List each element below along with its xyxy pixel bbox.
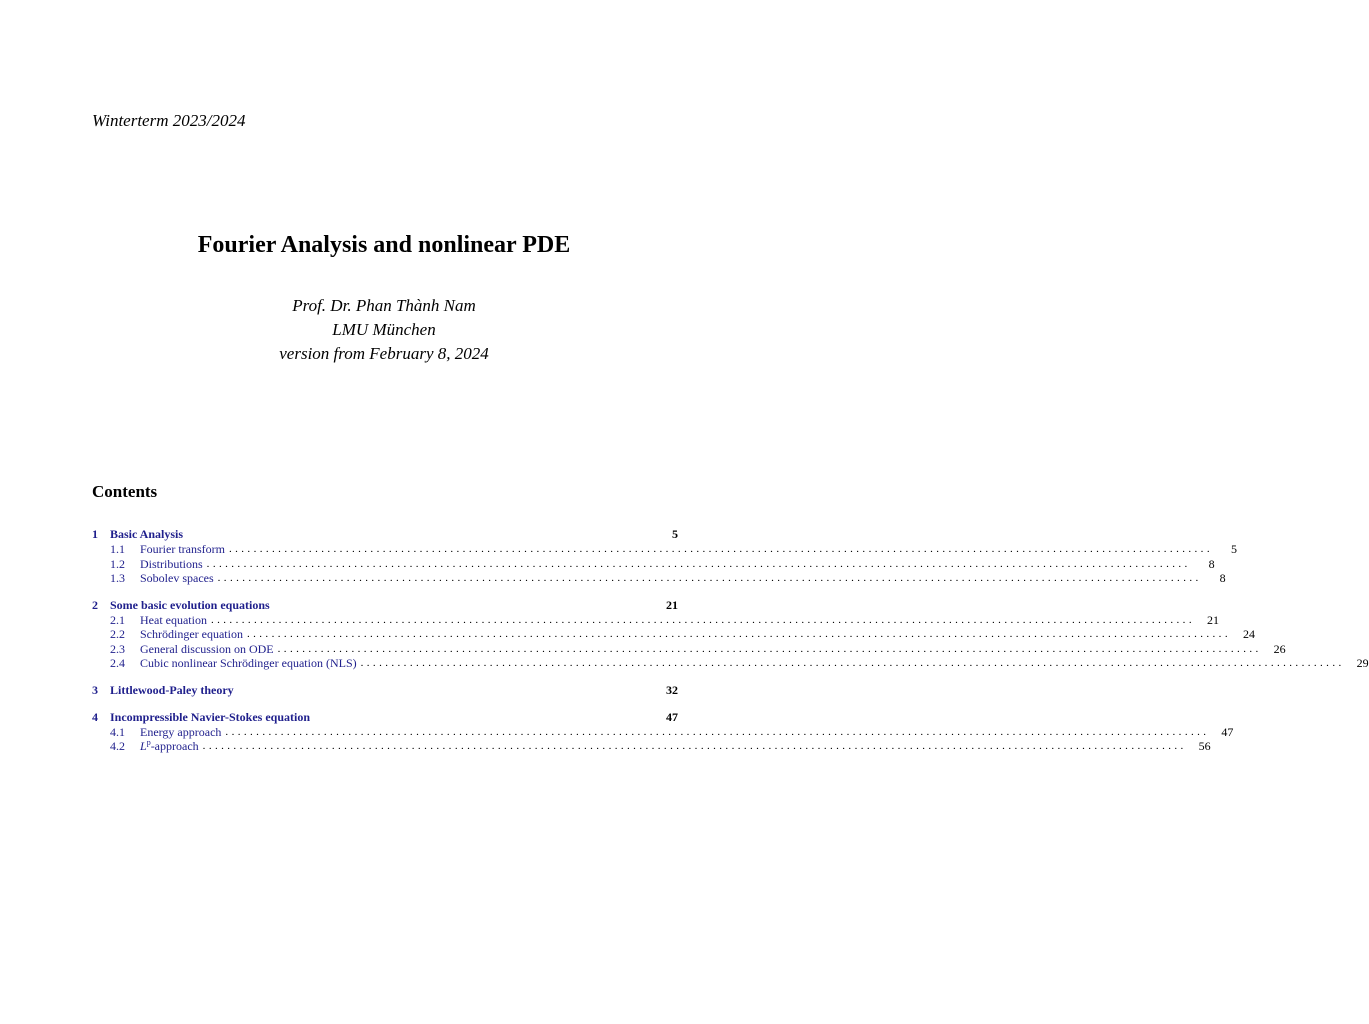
semester-label: Winterterm 2023/2024 <box>92 111 246 130</box>
chapter-number: 1 <box>92 527 98 541</box>
section-number: 4.1 <box>110 724 125 739</box>
contents-heading: Contents <box>92 482 158 501</box>
section-page: 5 <box>1230 542 1237 556</box>
section-title[interactable]: Heat equation <box>140 612 207 627</box>
chapter-page: 5 <box>672 527 678 541</box>
section-page: 29 <box>1356 656 1369 670</box>
toc-section[interactable] <box>92 641 1286 657</box>
section-title[interactable]: Fourier transform <box>140 542 225 556</box>
section-page: 26 <box>1273 641 1286 656</box>
section-title[interactable]: Schrödinger equation <box>140 627 243 641</box>
toc-chapter[interactable] <box>92 526 678 542</box>
author-name: Prof. Dr. Phan Thành Nam <box>292 296 476 315</box>
chapter-title[interactable]: Some basic evolution equations <box>110 597 270 612</box>
dot-leader: ................................................................................................................................................................ <box>217 572 1202 584</box>
chapter-number: 3 <box>92 682 98 697</box>
toc-section[interactable] <box>92 627 1255 642</box>
toc-section[interactable] <box>92 542 1237 557</box>
document-title: Fourier Analysis and nonlinear PDE <box>197 232 571 258</box>
author-affiliation: LMU München <box>332 320 436 339</box>
toc-section[interactable] <box>92 571 1226 586</box>
chapter-page: 47 <box>666 709 678 724</box>
table-of-contents <box>92 526 1369 754</box>
section-page: 21 <box>1206 612 1219 627</box>
toc-section[interactable] <box>92 738 1211 754</box>
author-block <box>0 294 768 366</box>
dot-leader: ................................................................................................................................................................ <box>277 642 1262 655</box>
chapter-number: 4 <box>92 709 98 724</box>
toc-chapter[interactable] <box>92 682 678 698</box>
section-page: 24 <box>1242 627 1255 641</box>
section-title[interactable]: Cubic nonlinear Schrödinger equation (NLS) <box>140 656 357 670</box>
dot-leader: ................................................................................................................................................................ <box>246 628 1231 640</box>
section-page: 8 <box>1219 571 1226 585</box>
section-number: 2.1 <box>110 612 125 627</box>
section-number: 1.2 <box>110 556 125 571</box>
toc-section[interactable] <box>92 656 1369 671</box>
toc-chapter[interactable] <box>92 597 678 613</box>
chapter-page: 21 <box>666 597 678 612</box>
section-page: 8 <box>1208 556 1215 571</box>
chapter-title[interactable]: Littlewood-Paley theory <box>110 682 234 697</box>
chapter-page: 32 <box>666 682 678 697</box>
section-page: 47 <box>1221 724 1234 739</box>
section-number: 1.3 <box>110 571 125 585</box>
section-title[interactable]: Energy approach <box>140 724 222 739</box>
dot-leader: ................................................................................................................................................................ <box>206 557 1191 570</box>
section-title[interactable]: General discussion on ODE <box>140 641 274 656</box>
dot-leader: ................................................................................................................................................................ <box>228 543 1213 555</box>
dot-leader: ................................................................................................................................................................ <box>202 740 1187 752</box>
dot-leader: ................................................................................................................................................................ <box>225 725 1210 738</box>
section-number: 4.2 <box>110 739 125 753</box>
section-title-rest: -approach <box>150 739 199 753</box>
section-title[interactable]: Distributions <box>140 556 203 571</box>
section-number: 2.4 <box>110 656 125 670</box>
section-title[interactable]: Sobolev spaces <box>140 571 214 585</box>
toc-section[interactable] <box>92 556 1215 572</box>
section-title[interactable] <box>140 739 203 754</box>
section-number: 2.2 <box>110 627 125 641</box>
chapter-number: 2 <box>92 597 98 612</box>
dot-leader: ................................................................................................................................................................ <box>360 657 1345 669</box>
toc-section[interactable] <box>92 724 1234 740</box>
chapter-title[interactable]: Incompressible Navier-Stokes equation <box>110 709 311 724</box>
chapter-title[interactable]: Basic Analysis <box>110 527 184 541</box>
section-page: 56 <box>1198 739 1211 753</box>
section-number: 1.1 <box>110 542 125 556</box>
section-title-math: L <box>140 739 147 753</box>
dot-leader: ................................................................................................................................................................ <box>210 613 1195 626</box>
section-number: 2.3 <box>110 641 125 656</box>
toc-section[interactable] <box>92 612 1219 628</box>
version-date: version from February 8, 2024 <box>279 344 489 363</box>
section-title-superscript: p <box>146 738 151 747</box>
toc-chapter[interactable] <box>92 709 678 725</box>
